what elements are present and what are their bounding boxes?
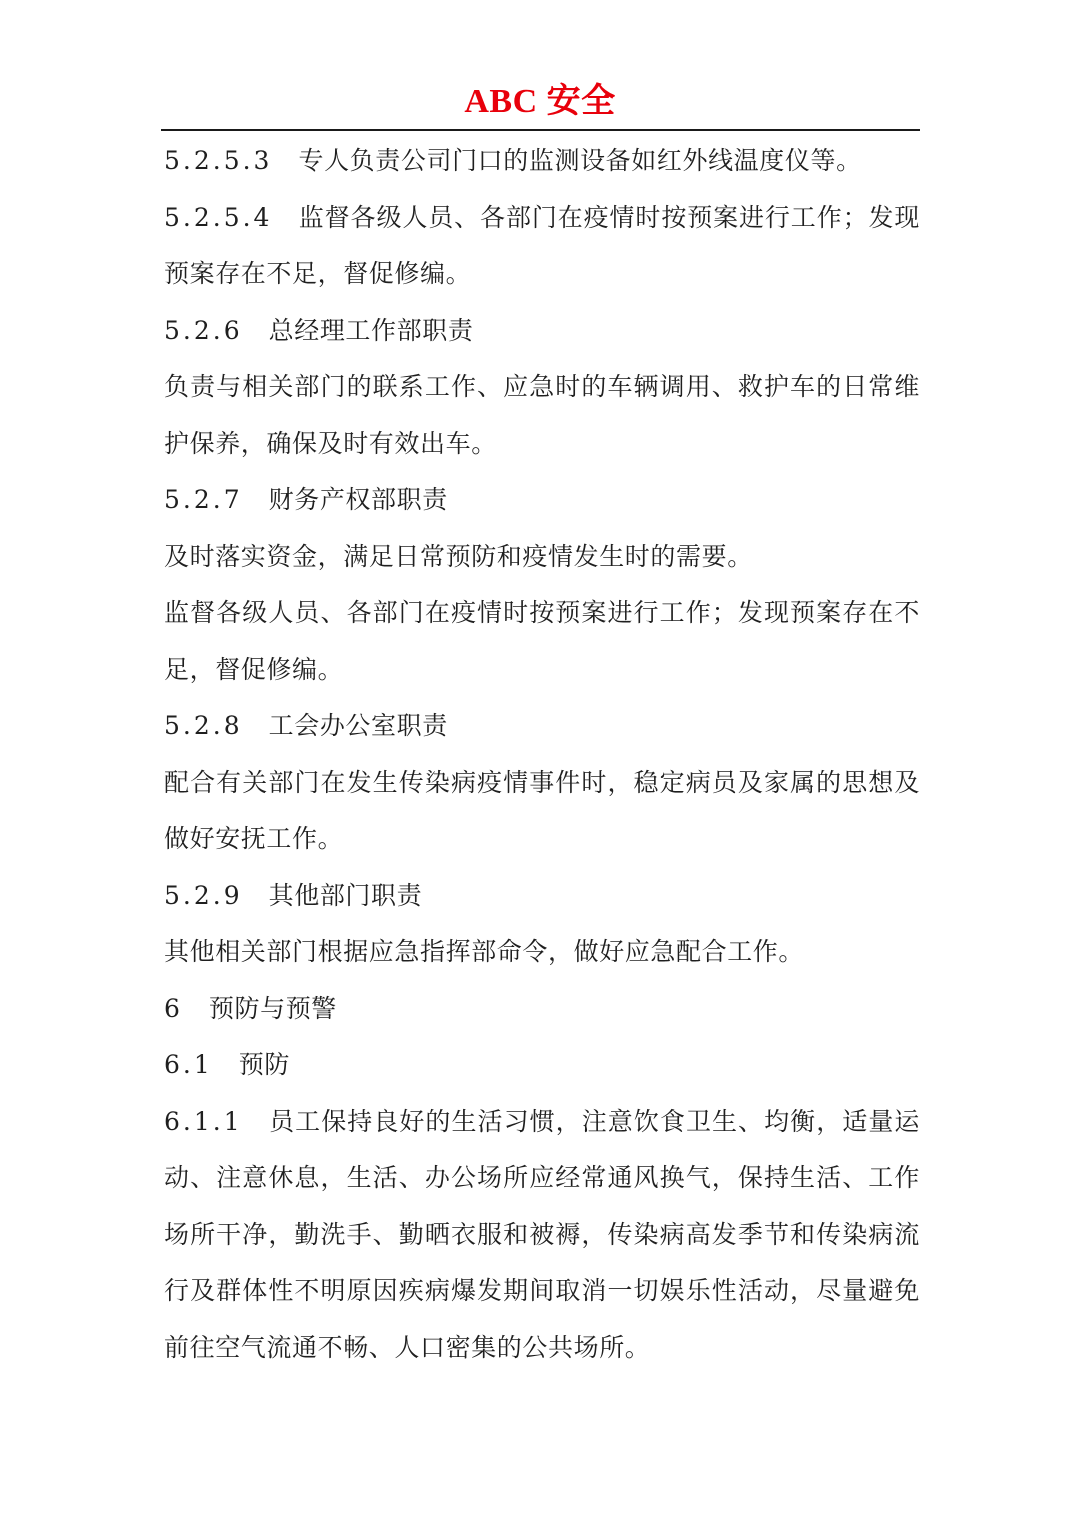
section-number: 5.2.5.3 — [164, 146, 273, 175]
header-divider — [161, 129, 920, 131]
paragraph-text: 监督各级人员、各部门在疫情时按预案进行工作；发现预案存在不足，督促修编。 — [164, 202, 920, 288]
heading-text: 财务产权部职责 — [268, 485, 448, 514]
heading-5-2-7 — [164, 472, 920, 529]
paragraph-text: 负责与相关部门的联系工作、应急时的车辆调用、救护车的日常维护保养，确保及时有效出车。 — [164, 372, 920, 458]
paragraph-text: 及时落实资金，满足日常预防和疫情发生时的需要。 — [164, 541, 753, 571]
paragraph-text: 监督各级人员、各部门在疫情时按预案进行工作；发现预案存在不足，督促修编。 — [164, 598, 920, 684]
section-number: 6.1.1 — [164, 1106, 243, 1136]
paragraph-text: 专人负责公司门口的监测设备如红外线温度仪等。 — [298, 146, 862, 175]
heading-5-2-8 — [164, 698, 920, 755]
paragraph-text: 配合有关部门在发生传染病疫情事件时，稳定病员及家属的思想及做好安抚工作。 — [164, 767, 920, 853]
section-number: 5.2.8 — [164, 711, 243, 740]
section-number: 6 — [164, 993, 183, 1023]
heading-text: 预防 — [238, 1050, 290, 1079]
paragraph-6-1-1 — [164, 1094, 920, 1377]
paragraph-5-2-9-body — [164, 924, 920, 981]
heading-6-1 — [164, 1037, 920, 1094]
section-number: 5.2.6 — [164, 315, 243, 345]
heading-6 — [164, 981, 920, 1038]
paragraph-5-2-8-body — [164, 755, 920, 868]
section-number: 5.2.7 — [164, 485, 243, 514]
paragraph-5-2-5-3 — [164, 133, 920, 190]
paragraph-text: 员工保持良好的生活习惯，注意饮食卫生、均衡，适量运动、注意休息，生活、办公场所应经常通风换气，保持生活、工作场所干净，勤洗手、勤晒衣服和被褥，传染病高发季节和传染病流行及群体性不明原因疾病爆发期间取消一切娱乐性活动，尽量避免前往空气流通不畅、人口密集的公共场所。 — [164, 1106, 920, 1362]
paragraph-5-2-6-body — [164, 359, 920, 472]
paragraph-5-2-7-body-1 — [164, 529, 920, 586]
heading-text: 预防与预警 — [208, 993, 337, 1023]
heading-5-2-9 — [164, 868, 920, 925]
heading-text: 工会办公室职责 — [268, 711, 448, 740]
paragraph-text: 其他相关部门根据应急指挥部命令，做好应急配合工作。 — [164, 937, 805, 966]
section-number: 6.1 — [164, 1050, 213, 1079]
heading-text: 总经理工作部职责 — [268, 315, 474, 345]
section-number: 5.2.5.4 — [164, 202, 273, 232]
section-number: 5.2.9 — [164, 880, 243, 910]
paragraph-5-2-5-4 — [164, 190, 920, 303]
paragraph-5-2-7-body-2 — [164, 585, 920, 698]
heading-text: 其他部门职责 — [268, 880, 423, 910]
document-body — [164, 133, 920, 1376]
heading-5-2-6 — [164, 303, 920, 360]
document-header-title: ABC 安全 — [464, 83, 616, 120]
